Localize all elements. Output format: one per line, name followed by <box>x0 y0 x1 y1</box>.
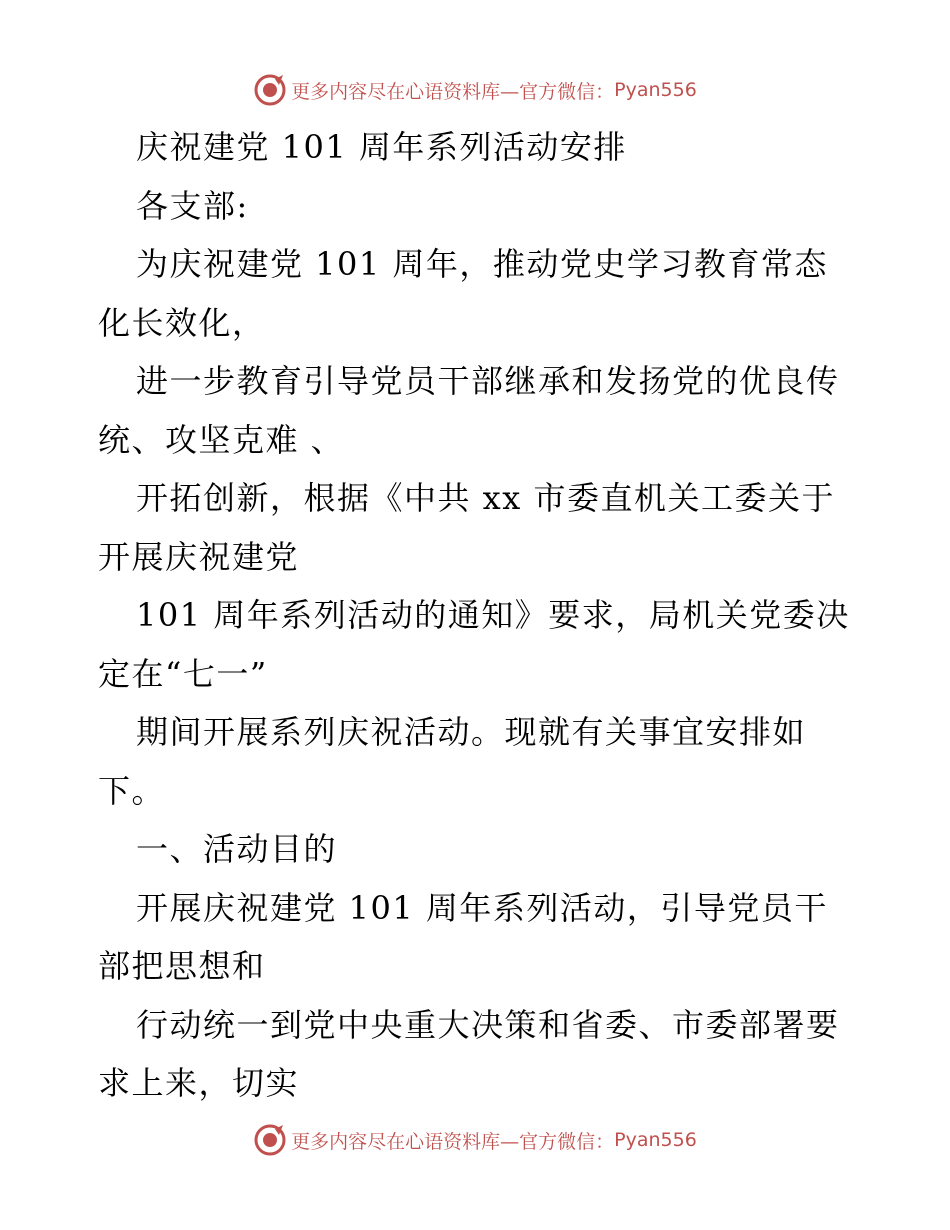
header-watermark <box>0 70 950 110</box>
text-line: 各支部: <box>136 186 249 225</box>
watermark-id: Pyan556 <box>614 79 697 101</box>
document-body <box>98 118 858 1113</box>
text-line: 开拓创新，根据《中共 xx 市委直机关工委关于 <box>136 479 835 517</box>
text-line: 为庆祝建党 101 周年，推动党史学习教育常态 <box>136 245 828 283</box>
text-line: 行动统一到党中央重大决策和省委、市委部署要 <box>136 1005 840 1044</box>
text-line: 开展庆祝建党 101 周年系列活动，引导党员干 <box>136 888 828 927</box>
brand-logo-icon <box>253 73 287 107</box>
watermark-text: 更多内容尽在心语资料库—官方微信： <box>291 80 615 103</box>
text-line: 部把思想和 <box>98 947 266 985</box>
text-line: 期间开展系列庆祝活动。现就有关事宜安排如 <box>136 713 807 751</box>
footer-watermark <box>0 1120 950 1160</box>
text-line: 101 周年系列活动的通知》要求，局机关党委决 <box>136 596 850 634</box>
text-line: 统、攻坚克难 、 <box>98 420 345 459</box>
text-line: 求上来，切实 <box>98 1064 300 1102</box>
watermark-text: 更多内容尽在心语资料库—官方微信： <box>291 1130 615 1153</box>
text-line: 化长效化， <box>98 303 266 342</box>
watermark-id: Pyan556 <box>614 1129 697 1151</box>
brand-logo-icon <box>253 1123 287 1157</box>
text-line: 下。 <box>98 771 166 810</box>
text-line: 庆祝建党 101 周年系列活动安排 <box>136 128 627 166</box>
text-line: 一、活动目的 <box>136 830 338 868</box>
text-line: 开展庆祝建党 <box>98 537 300 576</box>
text-line: 进一步教育引导党员干部继承和发扬党的优良传 <box>136 362 840 400</box>
text-line: 定在“七一” <box>98 654 268 693</box>
